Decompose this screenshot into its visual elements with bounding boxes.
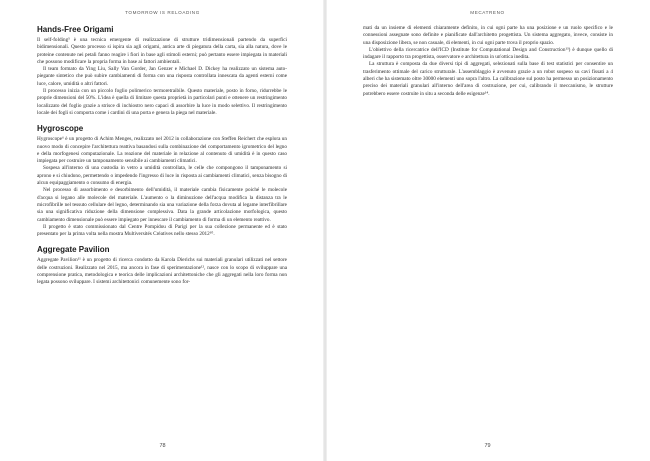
right-page — [325, 0, 650, 461]
paragraph: Hygroscope⁶ è un progetto di Achim Menges, realizzato nel 2012 in collaborazione con Steffen Reichert che esplora un nuovo modo di concepire l'architettura reattiva basandosi sulla combinazione del comportamento igrometrico del legno e della morfogenesi computazionale. La reazione del materiale in relazione al contenuto di umidità è in questo caso impiegata per costruire un tamponamento sensibile ai cambiamenti climatici. — [37, 136, 287, 165]
paragraph: Il processo inizia con un piccolo foglio polimerico termoretraibile. Questo materiale, posto in forno, ridurrebbe le proprie dimensioni del 50%. L'idea è quella di limitare questa proprietà in particolari punti e ottenere un restringimento localizzato del foglio grazie a strisce di inchiostro nero capaci di assorbire la luce in modo selettivo. Il restringimento locale dei fogli si comporta come i cardini di una porta e genera la piega nel materiale. — [37, 88, 287, 116]
section-title-hygroscope: Hygroscope — [37, 124, 84, 134]
paragraph: La struttura è composta da due diversi tipi di aggregati, selezionati sulla base di test statistici per consentire un trasferimento ottimale del carico strutturale. L'assemblaggio è avvenuto grazie a un robot sospeso su cavi fissati a 4 alberi che ha sistemato oltre 30000 elementi uno sopra l'altro. La calibrazione sul posto ha permesso un posizionamento preciso dei materiali granulari all'interno dell'area di costruzione, per cui, calibrando il meccanismo, le strutture potrebbero essere costruite in situ a seconda delle esigenze¹⁴. — [363, 61, 613, 97]
paragraph: Il progetto è stato commissionato dal Centre Pompidou di Parigi per la sua collezione permanente ed è stato presentato per la prima volta nella mostra Multiversités Créatives nello stesso 2012¹⁰. — [37, 223, 287, 238]
left-page-body — [37, 19, 287, 287]
right-page-body — [363, 19, 613, 98]
section-title-aggregate-pavilion: Aggregate Pavilion — [37, 245, 110, 255]
page-number-right: 79 — [484, 443, 491, 449]
paragraph: Il team formato da Ying Liu, Sally Van Gorder, Jan Genzer e Michael D. Dickey ha realizzato un sistema auto-piegante sintetico che può subire cambiamenti di forma con una risposta controllata innescata da agenti esterni come luce, calore, umidità o altri fattori. — [37, 66, 287, 87]
paragraph: Aggregate Pavilion¹¹ è un progetto di ricerca condotto da Karola Dierichs sui materiali granulari utilizzati nel settore delle costruzioni. Realizzato nel 2015, ma ancora in fase di sperimentazione¹², nasce con lo scopo di sviluppare una comprensione pratica, metodologica e teorica delle implicazioni architettoniche che gli aggregati nella loro forma non legata possono sviluppare. I sistemi architettonici comunemente sono for- — [37, 257, 287, 286]
paragraph: L'obiettivo della ricercatrice dell'ICD (Institute for Computational Design and Construction¹³) è dunque quello di indagare il rapporto tra progettista, osservatore e architettura in un'ottica inedita. — [363, 46, 613, 61]
section-title-hands-free-origami: Hands-Free Origami — [37, 25, 114, 34]
running-head-left: TOMORROW IS RELOADING — [125, 10, 200, 15]
paragraph: Il self-folding⁵ è una tecnica emergente di realizzazione di strutture tridimensionali partendo da superfici bidimensionali. Questo processo si ispira sia agli origami, antica arte di piegatura della carta, sia alla natura, dove le proteine contenute nei petali fanno reagire i fiori in base agli stimoli esterni; può pertanto essere impiegata in materiali che possono modificare la propria forma in base ai fattori ambientali. — [37, 37, 287, 65]
paragraph: mati da un insieme di elementi chiaramente definito, in cui ogni parte ha una posizione e un ruolo specifico e le connessioni assegnate sono definite e pianificate dall'architetto progettista. Un sistema aggregato, invece, consiste in una disposizione libera, se non casuale, di elementi, in cui ogni parte trova il proprio spazio. — [363, 25, 613, 46]
running-head-right: MECATRENO — [470, 10, 505, 15]
page-number-left: 78 — [159, 443, 166, 449]
paragraph: Nel processo di assorbimento e desorbimento dell'umidità, il materiale cambia fisicamente poiché le molecole d'acqua si legano alle molecole del materiale. L'aumento o la diminuzione dell'acqua modifica la distanza tra le microfibrille nel tessuto cellulare del legno, determinando sia una variazione della forza dovuta al legame interfibrillare sia una significativa riduzione della dimensione complessiva. Data la grande articolazione morfologica, questo cambiamento dimensionale può essere impiegato per innescare il cambiamento di forma di un elemento reattivo. — [37, 187, 287, 223]
paragraph: Sospesa all'interno di una custodia in vetro a umidità controllata, le celle che compongono il tamponamento si aprono e si chiudono, permettendo o impedendo l'ingresso di luce in risposta ai cambiamenti climatici, senza bisogno di alcun equipaggiamento o consumo di energia. — [37, 165, 287, 187]
